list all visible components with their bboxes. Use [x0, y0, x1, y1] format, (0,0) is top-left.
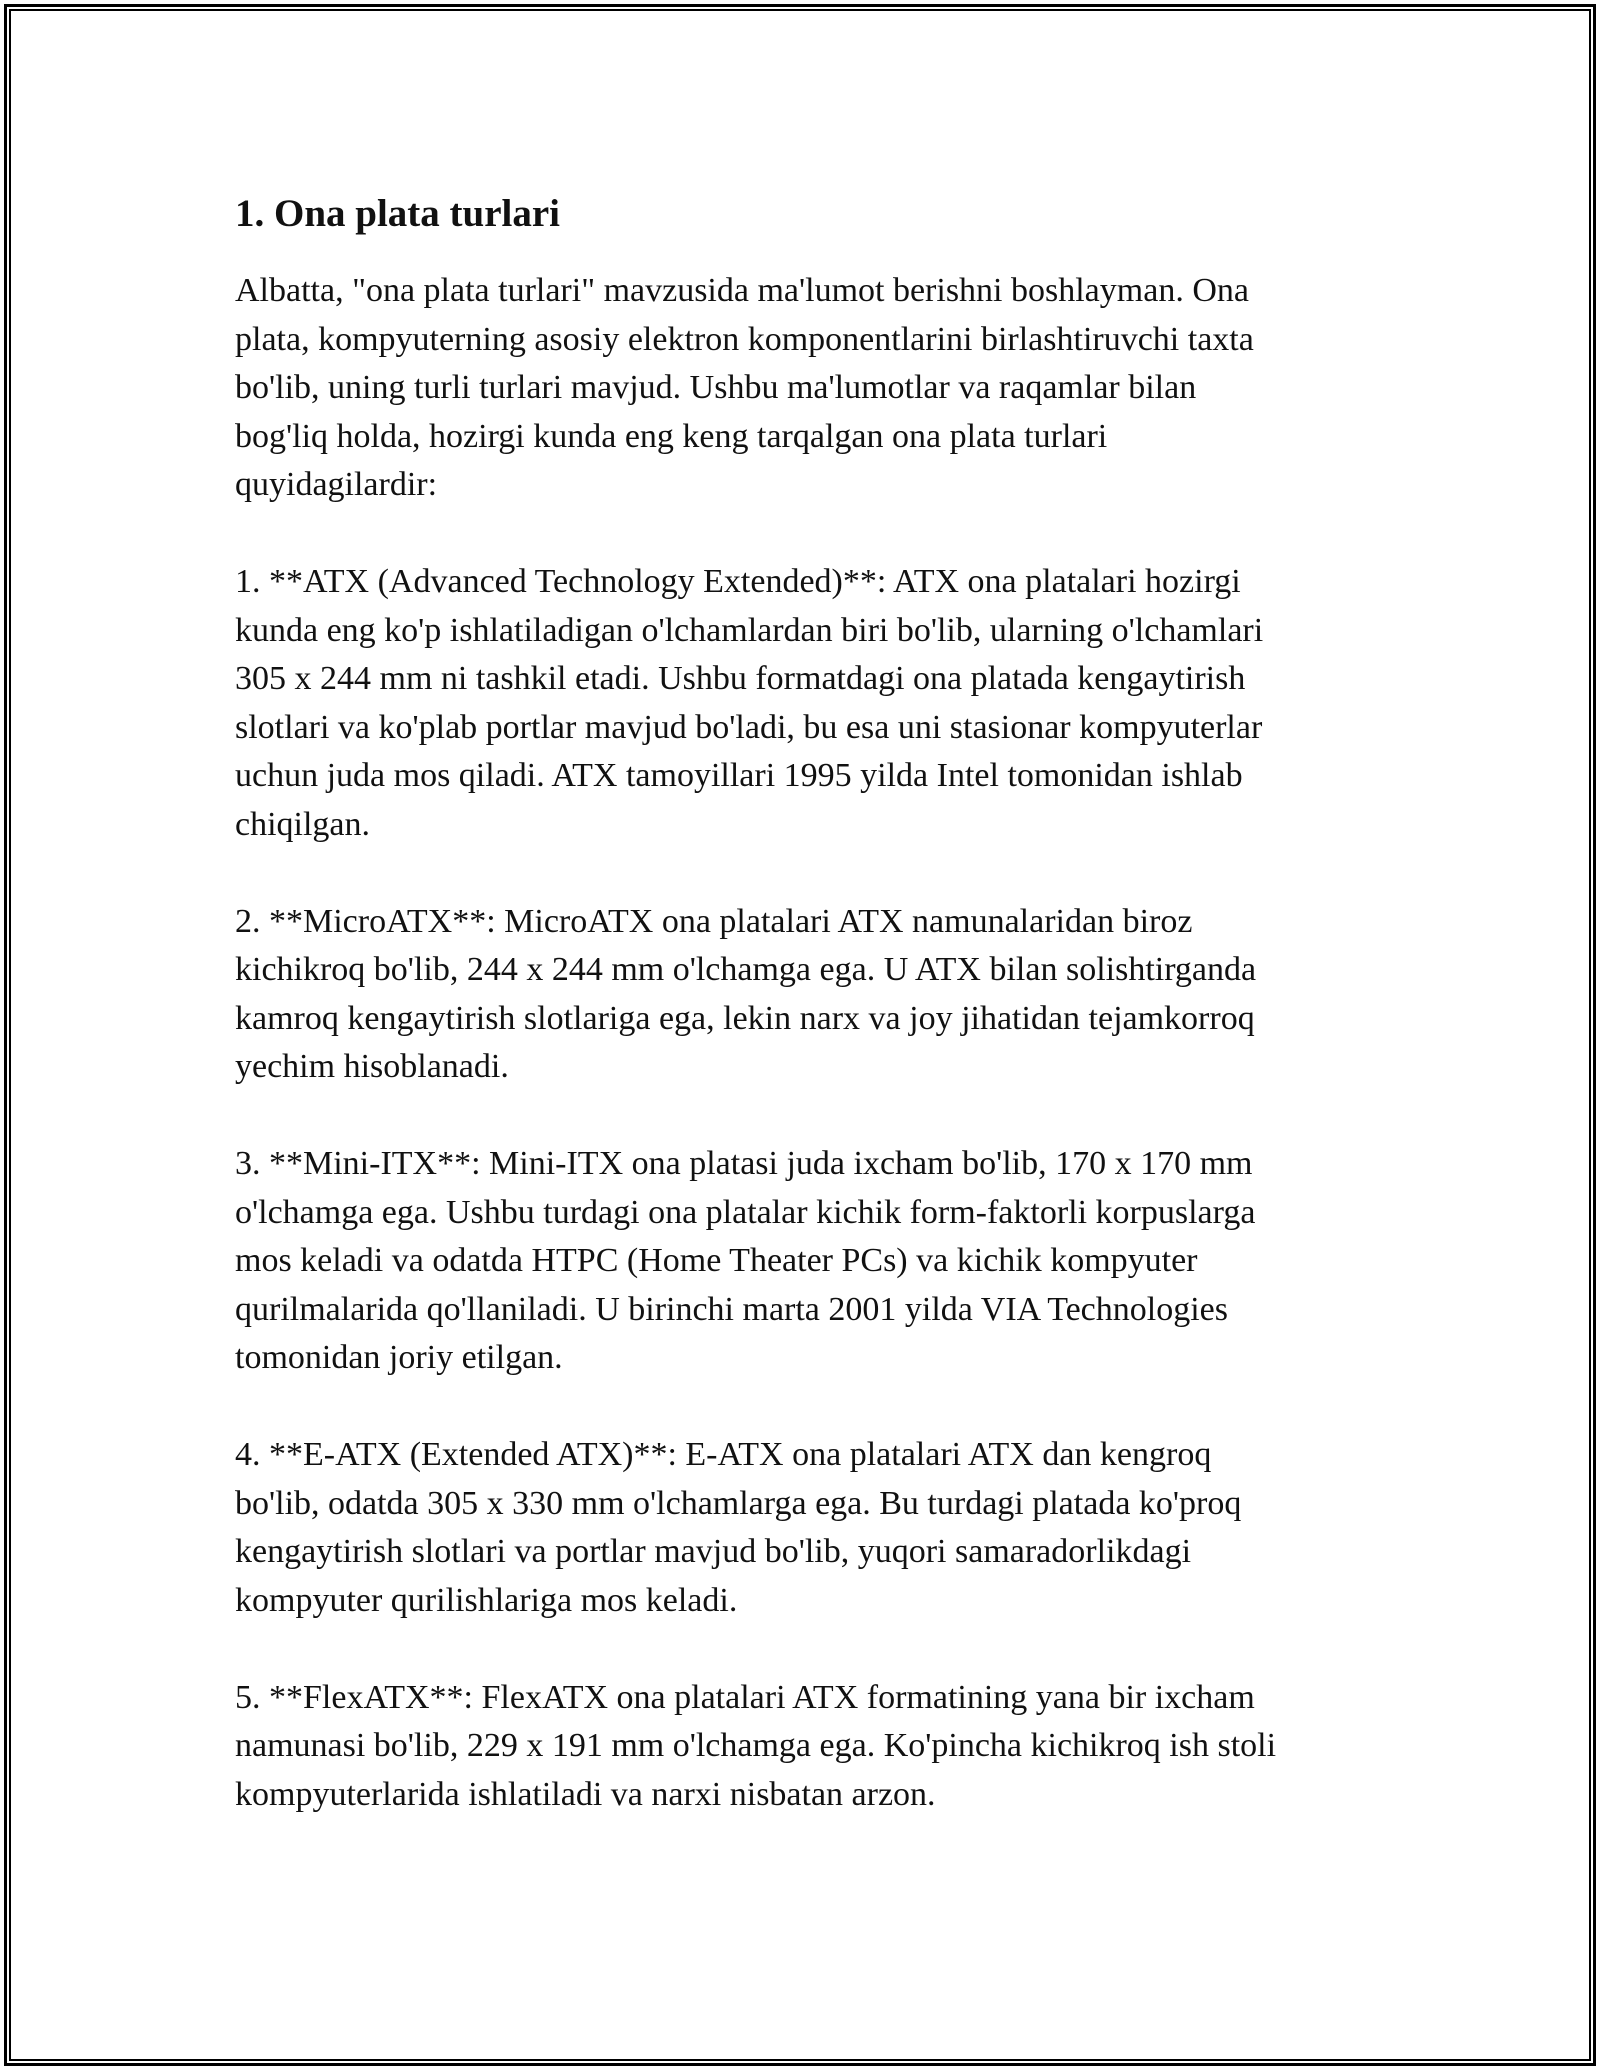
e-atx-paragraph: 4. **E-ATX (Extended ATX)**: E-ATX ona platalari ATX dan kengroq bo'lib, odatda 305 x 330 mm o'lchamlarga ega. Bu turdagi platada ko'proq kengaytirish slotlari va portlar mavjud bo'lib, yuqori samaradorlikdagi kompyuter qurilishlariga mos keladi. [235, 1436, 1242, 1619]
section-title: 1. Ona plata turlari [235, 192, 561, 235]
mini-itx-paragraph: 3. **Mini-ITX**: Mini-ITX ona platasi juda ixcham bo'lib, 170 x 170 mm o'lchamga ega. Ushbu turdagi ona platalar kichik form-faktorli korpuslarga mos keladi va odatda HTPC (Home Theater PCs) va kichik kompyuter qurilmalarida qo'llaniladi. U birinchi marta 2001 yilda VIA Technologies tomonidan joriy etilgan. [235, 1145, 1256, 1376]
atx-paragraph: 1. **ATX (Advanced Technology Extended)**: ATX ona platalari hozirgi kunda eng ko'p ishlatiladigan o'lchamlardan biri bo'lib, ularning o'lchamlari 305 x 244 mm ni tashkil etadi. Ushbu formatdagi ona platada kengaytirish slotlari va ko'plab portlar mavjud bo'ladi, bu esa uni stasionar kompyuterlar uchun juda mos qiladi. ATX tamoyillari 1995 yilda Intel tomonidan ishlab chiqilgan. [235, 563, 1264, 843]
document-body [235, 186, 1365, 1819]
microatx-paragraph: 2. **MicroATX**: MicroATX ona platalari ATX namunalaridan biroz kichikroq bo'lib, 244 x 244 mm o'lchamga ega. U ATX bilan solishtirganda kamroq kengaytirish slotlariga ega, lekin narx va joy jihatidan tejamkorroq yechim hisoblanadi. [235, 902, 1257, 1085]
intro-paragraph: Albatta, "ona plata turlari" mavzusida ma'lumot berishni boshlayman. Ona plata, kompyuterning asosiy elektron komponentlarini birlashtiruvchi taxta bo'lib, uning turli turlari mavjud. Ushbu ma'lumotlar va raqamlar bilan bog'liq holda, hozirgi kunda eng keng tarqalgan ona plata turlari quyidagilardir: [235, 272, 1254, 503]
flexatx-paragraph: 5. **FlexATX**: FlexATX ona platalari ATX formatining yana bir ixcham namunasi bo'lib, 229 x 191 mm o'lchamga ega. Ko'pincha kichikroq ish stoli kompyuterlarida ishlatiladi va narxi nisbatan arzon. [235, 1678, 1277, 1813]
